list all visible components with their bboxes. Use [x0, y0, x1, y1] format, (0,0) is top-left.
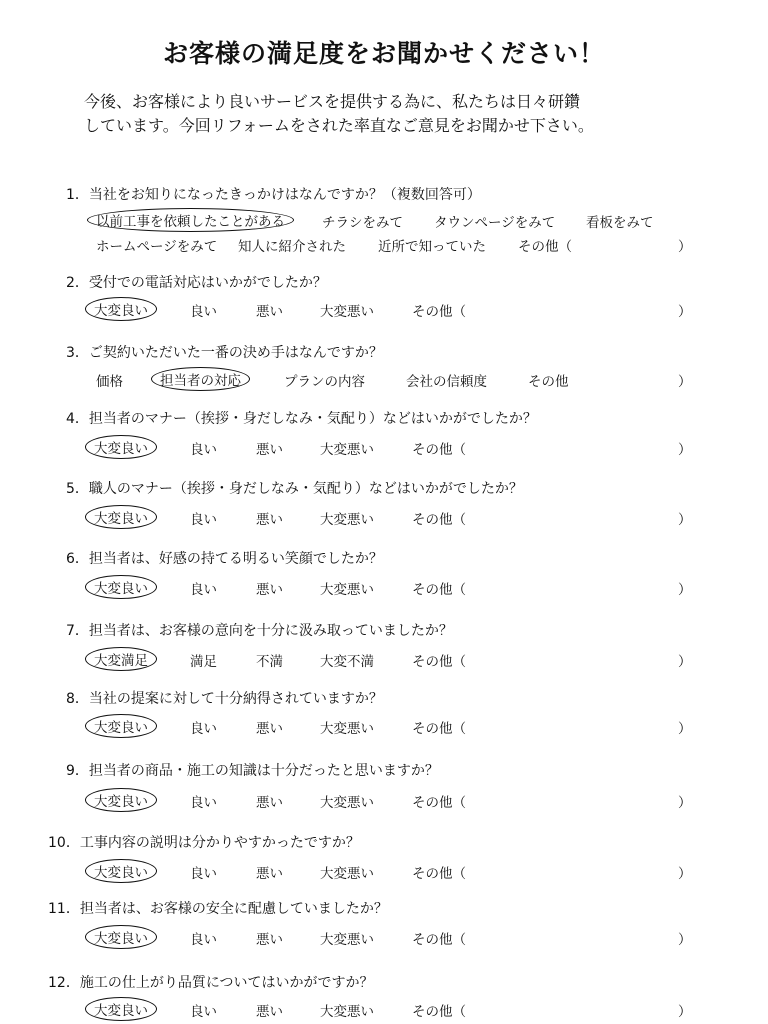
close-paren: ） — [678, 239, 692, 255]
option-good[interactable]: 良い — [190, 795, 217, 811]
question-number: 9． — [66, 763, 89, 779]
option-flyer[interactable]: チラシをみて — [322, 215, 403, 231]
close-paren: ） — [678, 866, 692, 882]
option-good[interactable]: 良い — [190, 932, 217, 948]
option-plan-content[interactable]: プランの内容 — [284, 374, 365, 390]
option-other[interactable]: その他（ — [518, 239, 572, 255]
question-7 — [66, 620, 453, 640]
option-company-trust[interactable]: 会社の信頼度 — [406, 374, 487, 390]
option-very-bad[interactable]: 大変悪い — [320, 512, 374, 528]
option-signboard[interactable]: 看板をみて — [586, 215, 654, 231]
question-number: 10． — [48, 835, 80, 851]
question-text: ご契約いただいた一番の決め手はなんですか？ — [88, 345, 383, 361]
option-neighborhood[interactable]: 近所で知っていた — [378, 239, 486, 255]
question-number: 3． — [66, 345, 89, 361]
q4-options — [0, 438, 768, 460]
question-5 — [66, 478, 523, 498]
option-other[interactable]: その他（ — [412, 304, 466, 320]
question-text: 当社をお知りになったきっかけはなんですか？（複数回答可） — [88, 187, 481, 203]
question-text: 担当者のマナー（挨拶・身だしなみ・気配り）などはいかがでしたか？ — [88, 411, 537, 427]
q1-options-row-1 — [0, 211, 768, 233]
option-very-good[interactable]: 大変良い — [85, 575, 157, 599]
option-very-satisfied[interactable]: 大変満足 — [85, 647, 157, 671]
option-bad[interactable]: 悪い — [256, 304, 283, 320]
q2-options — [0, 300, 768, 322]
question-text: 職人のマナー（挨拶・身だしなみ・気配り）などはいかがでしたか？ — [88, 481, 523, 497]
option-bad[interactable]: 悪い — [256, 442, 283, 458]
option-other[interactable]: その他（ — [412, 582, 466, 598]
option-very-bad[interactable]: 大変悪い — [320, 582, 374, 598]
option-price[interactable]: 価格 — [96, 374, 123, 390]
option-other[interactable]: その他（ — [412, 721, 466, 737]
option-satisfied[interactable]: 満足 — [190, 654, 217, 670]
q8-options — [0, 717, 768, 739]
q5-options — [0, 508, 768, 530]
question-number: 5． — [66, 481, 89, 497]
question-number: 1． — [66, 187, 89, 203]
question-11 — [48, 898, 388, 918]
question-2 — [66, 272, 327, 292]
question-number: 2． — [66, 275, 89, 291]
option-very-good[interactable]: 大変良い — [85, 925, 157, 949]
option-bad[interactable]: 悪い — [256, 932, 283, 948]
q1-options-row-2 — [0, 235, 768, 257]
question-6 — [66, 548, 383, 568]
option-very-bad[interactable]: 大変悪い — [320, 866, 374, 882]
option-other[interactable]: その他（ — [412, 654, 466, 670]
option-bad[interactable]: 悪い — [256, 512, 283, 528]
question-text: 当社の提案に対して十分納得されていますか？ — [88, 691, 383, 707]
q6-options — [0, 578, 768, 600]
option-other[interactable]: その他（ — [412, 795, 466, 811]
option-other[interactable]: その他（ — [412, 512, 466, 528]
question-text: 担当者は、お客様の意向を十分に汲み取っていましたか？ — [88, 623, 453, 639]
option-homepage[interactable]: ホームページをみて — [96, 239, 218, 255]
option-bad[interactable]: 悪い — [256, 721, 283, 737]
option-town-page[interactable]: タウンページをみて — [434, 215, 556, 231]
intro-line-2: しています。今回リフォームをされた率直なご意見をお聞かせ下さい。 — [84, 116, 594, 135]
option-other[interactable]: その他（ — [412, 866, 466, 882]
q7-options — [0, 650, 768, 672]
question-1 — [66, 184, 481, 204]
option-bad[interactable]: 悪い — [256, 866, 283, 882]
question-number: 6． — [66, 551, 89, 567]
option-other[interactable]: その他（ — [412, 932, 466, 948]
option-very-good[interactable]: 大変良い — [85, 505, 157, 529]
question-text: 施工の仕上がり品質についてはいかがですか？ — [79, 975, 374, 991]
option-good[interactable]: 良い — [190, 721, 217, 737]
intro-line-1: 今後、お客様により良いサービスを提供する為に、私たちは日々研鑽 — [84, 92, 581, 111]
close-paren: ） — [678, 1004, 692, 1020]
option-good[interactable]: 良い — [190, 582, 217, 598]
question-9 — [66, 760, 439, 780]
close-paren: ） — [678, 374, 692, 390]
option-very-bad[interactable]: 大変悪い — [320, 1004, 374, 1020]
question-number: 12． — [48, 975, 80, 991]
close-paren: ） — [678, 442, 692, 458]
question-8 — [66, 688, 383, 708]
option-very-good[interactable]: 大変良い — [85, 435, 157, 459]
option-bad[interactable]: 悪い — [256, 582, 283, 598]
q12-options — [0, 1000, 768, 1022]
question-10 — [48, 832, 360, 852]
close-paren: ） — [678, 795, 692, 811]
option-good[interactable]: 良い — [190, 512, 217, 528]
close-paren: ） — [678, 654, 692, 670]
option-other[interactable]: その他 — [528, 374, 569, 390]
q10-options — [0, 862, 768, 884]
close-paren: ） — [678, 932, 692, 948]
option-very-good[interactable]: 大変良い — [85, 788, 157, 812]
option-very-good[interactable]: 大変良い — [85, 997, 157, 1021]
option-previous-work[interactable]: 以前工事を依頼したことがある — [87, 208, 294, 232]
option-very-bad[interactable]: 大変悪い — [320, 932, 374, 948]
option-other[interactable]: その他（ — [412, 442, 466, 458]
option-good[interactable]: 良い — [190, 304, 217, 320]
question-3 — [66, 342, 383, 362]
close-paren: ） — [678, 512, 692, 528]
q9-options — [0, 791, 768, 813]
option-dissatisfied[interactable]: 不満 — [256, 654, 283, 670]
q11-options — [0, 928, 768, 950]
page-title: お客様の満足度をお聞かせください！ — [162, 39, 605, 68]
option-very-good[interactable]: 大変良い — [85, 714, 157, 738]
option-bad[interactable]: 悪い — [256, 795, 283, 811]
question-4 — [66, 408, 537, 428]
option-referral[interactable]: 知人に紹介された — [238, 239, 346, 255]
question-number: 4． — [66, 411, 89, 427]
close-paren: ） — [678, 721, 692, 737]
option-good[interactable]: 良い — [190, 866, 217, 882]
option-very-bad[interactable]: 大変悪い — [320, 442, 374, 458]
close-paren: ） — [678, 582, 692, 598]
option-very-bad[interactable]: 大変悪い — [320, 721, 374, 737]
question-text: 担当者の商品・施工の知識は十分だったと思いますか？ — [88, 763, 439, 779]
option-good[interactable]: 良い — [190, 1004, 217, 1020]
intro-text — [84, 90, 724, 138]
question-number: 8． — [66, 691, 89, 707]
question-number: 11． — [48, 901, 80, 917]
option-very-good[interactable]: 大変良い — [85, 859, 157, 883]
question-text: 受付での電話対応はいかがでしたか？ — [88, 275, 327, 291]
option-very-bad[interactable]: 大変悪い — [320, 304, 374, 320]
option-staff-response[interactable]: 担当者の対応 — [151, 367, 250, 391]
option-very-dissatisfied[interactable]: 大変不満 — [320, 654, 374, 670]
question-text: 工事内容の説明は分かりやすかったですか？ — [79, 835, 360, 851]
close-paren: ） — [678, 304, 692, 320]
question-text: 担当者は、好感の持てる明るい笑顔でしたか？ — [88, 551, 383, 567]
option-very-good[interactable]: 大変良い — [85, 297, 157, 321]
option-very-bad[interactable]: 大変悪い — [320, 795, 374, 811]
option-other[interactable]: その他（ — [412, 1004, 466, 1020]
option-bad[interactable]: 悪い — [256, 1004, 283, 1020]
question-12 — [48, 972, 374, 992]
question-number: 7． — [66, 623, 89, 639]
option-good[interactable]: 良い — [190, 442, 217, 458]
question-text: 担当者は、お客様の安全に配慮していましたか？ — [79, 901, 388, 917]
q3-options — [0, 370, 768, 392]
